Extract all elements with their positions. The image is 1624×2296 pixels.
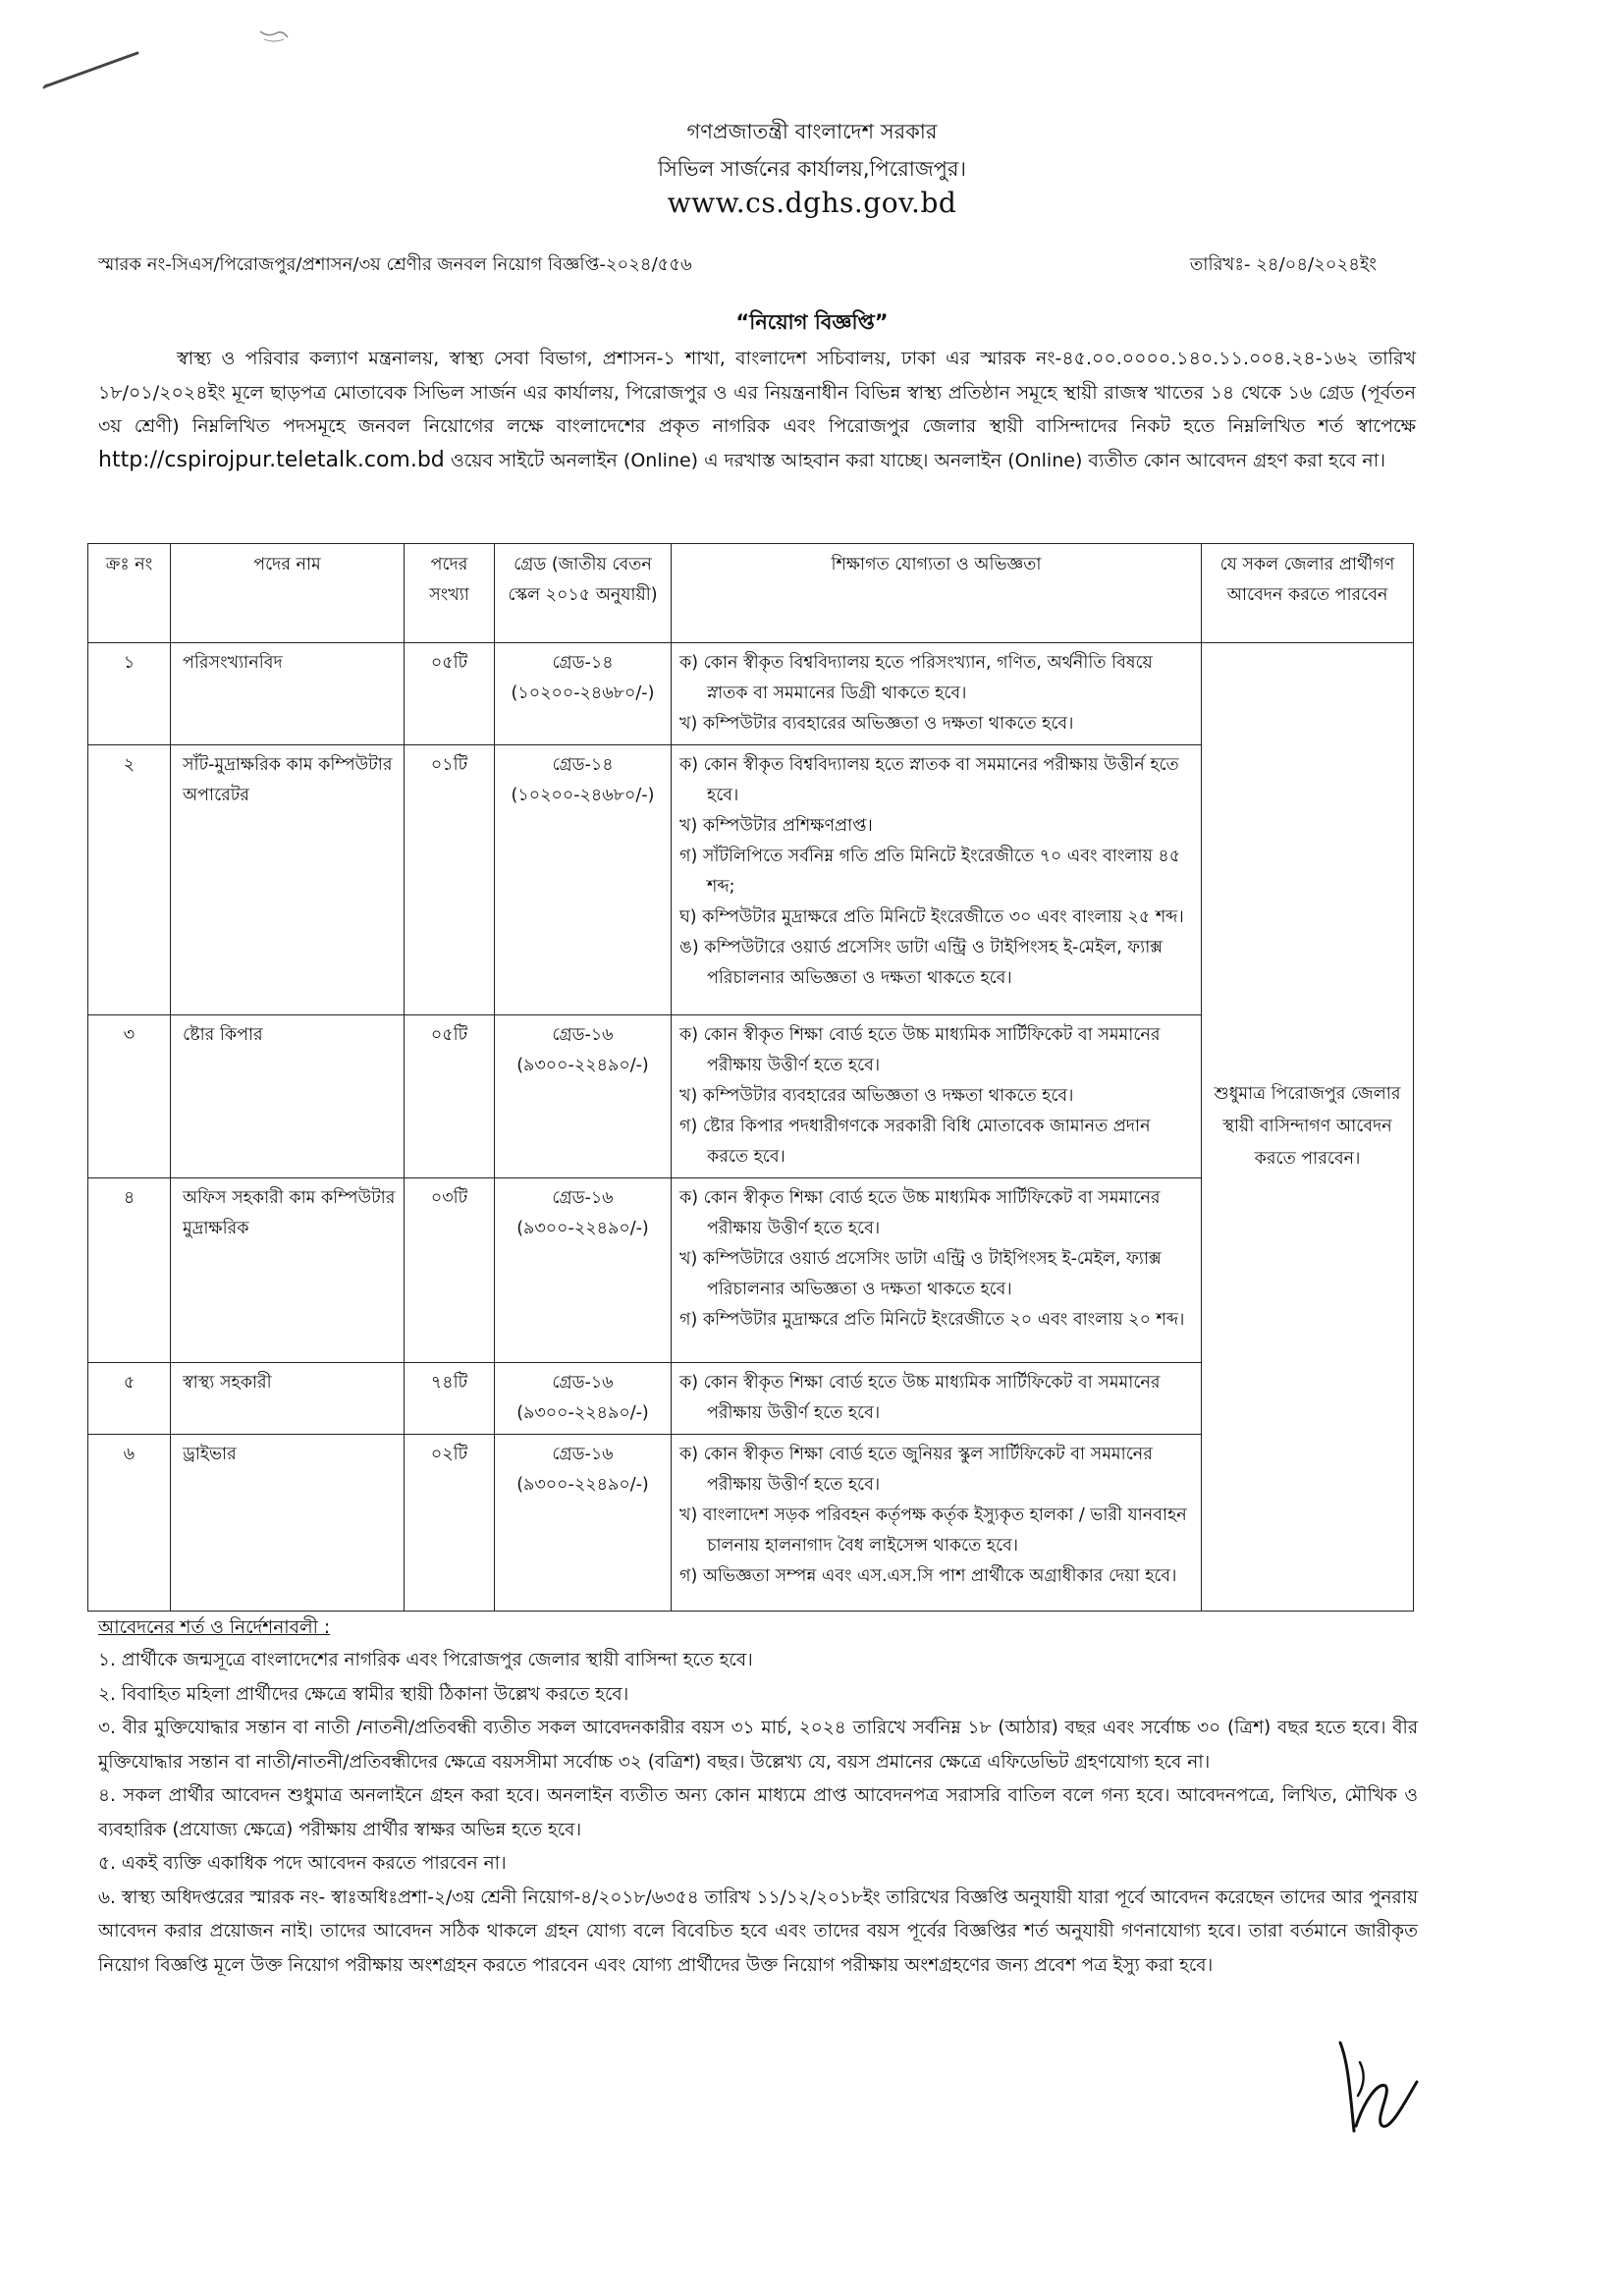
grade-label: গ্রেড-১৬	[552, 1188, 614, 1208]
qualification-item: ক) কোন স্বীকৃত শিক্ষা বোর্ড হতে উচ্চ মাধ্যমিক সার্টিফিকেট বা সমমানের পরীক্ষায় উত্তীর্ণ হতে হবে।	[679, 1373, 1161, 1423]
cell-grade	[495, 1435, 672, 1612]
qualification-item: ক) কোন স্বীকৃত শিক্ষা বোর্ড হতে উচ্চ মাধ্যমিক সার্টিফিকেট বা সমমানের পরীক্ষায় উত্তীর্ণ হতে হবে।	[679, 1188, 1161, 1238]
qualification-item: ক) কোন স্বীকৃত শিক্ষা বোর্ড হতে জুনিয়র স্কুল সার্টিফিকেট বা সমমানের পরীক্ষায় উত্তীর্ণ হতে হবে।	[679, 1445, 1153, 1495]
memo-date: তারিখঃ- ২৪/০৪/২০২৪ইং	[1189, 254, 1377, 275]
pay-scale: (৯৩০০-২২৪৯০/-)	[516, 1219, 649, 1238]
pay-scale: (১০২০০-২৪৬৮০/-)	[511, 683, 655, 703]
cell-qualification	[672, 1178, 1202, 1363]
header-grade: গ্রেড (জাতীয় বেতন স্কেল ২০১৫ অনুযায়ী)	[495, 544, 672, 643]
cell-count: ৭৪টি	[405, 1363, 495, 1435]
instruction-item: ৫. একই ব্যক্তি একাধিক পদে আবেদন করতে পারবেন না।	[98, 1853, 507, 1874]
instruction-item: ১. প্রার্থীকে জন্মসূত্রে বাংলাদেশের নাগরিক এবং পিরোজপুর জেলার স্থায়ী বাসিন্দা হতে হবে।	[98, 1650, 753, 1670]
header-serial: ক্রঃ নং	[88, 544, 171, 643]
memo-reference: স্মারক নং-সিএস/পিরোজপুর/প্রশাসন/৩য় শ্রেণীর জনবল নিয়োগ বিজ্ঞপ্তি-২০২৪/৫৫৬	[98, 254, 692, 275]
grade-label: গ্রেড-১৪	[552, 755, 614, 775]
qualification-item: গ) সাঁটলিপিতে সর্বনিম্ন গতি প্রতি মিনিটে ইংরেজীতে ৭০ এবং বাংলায় ৪৫ শব্দ;	[679, 847, 1181, 897]
cell-serial: ৬	[88, 1435, 171, 1612]
qualification-item: খ) বাংলাদেশ সড়ক পরিবহন কর্তৃপক্ষ কর্তৃক ইস্যুকৃত হালকা / ভারী যানবাহন চালনায় হালনাগাদ বৈধ লাইসেন্স থাকতে হবে।	[679, 1505, 1187, 1556]
header-qualification: শিক্ষাগত যোগ্যতা ও অভিজ্ঞতা	[672, 544, 1202, 643]
cell-post: পরিসংখ্যানবিদ	[171, 643, 405, 745]
table-header-row	[88, 544, 1414, 643]
qualification-item: খ) কম্পিউটার ব্যবহারের অভিজ্ঞতা ও দক্ষতা থাকতে হবে।	[679, 1086, 1074, 1106]
pay-scale: (৯৩০০-২২৪৯০/-)	[516, 1475, 649, 1495]
intro-text-part2: ওয়েব সাইটে অনলাইন (Online) এ দরখাস্ত আহবান করা যাচ্ছে। অনলাইন (Online) ব্যতীত কোন আবেদন গ্রহণ করা হবে না।	[450, 449, 1385, 471]
qualification-item: খ) কম্পিউটারে ওয়ার্ড প্রসেসিং ডাটা এন্ট্রি ও টাইপিংসহ ই-মেইল, ফ্যাক্স পরিচালনার অভিজ্ঞতা ও দক্ষতা থাকতে হবে।	[679, 1249, 1162, 1299]
handwritten-signature	[1321, 2023, 1438, 2151]
cell-post: অফিস সহকারী কাম কম্পিউটার মুদ্রাক্ষরিক	[171, 1178, 405, 1363]
cell-count: ০৫টি	[405, 643, 495, 745]
qualification-item: ক) কোন স্বীকৃত শিক্ষা বোর্ড হতে উচ্চ মাধ্যমিক সার্টিফিকেট বা সমমানের পরীক্ষায় উত্তীর্ণ হতে হবে।	[679, 1025, 1161, 1075]
government-name: গণপ্রজাতন্ত্রী বাংলাদেশ সরকার	[686, 120, 938, 143]
cell-grade	[495, 1363, 672, 1435]
cell-count: ০২টি	[405, 1435, 495, 1612]
cell-qualification	[672, 643, 1202, 745]
cell-grade	[495, 643, 672, 745]
qualification-item: ঘ) কম্পিউটার মুদ্রাক্ষরে প্রতি মিনিটে ইংরেজীতে ৩০ এবং বাংলায় ২৫ শব্দ।	[679, 907, 1184, 927]
cell-count: ০৩টি	[405, 1178, 495, 1363]
header-eligible: যে সকল জেলার প্রার্থীগণ আবেদন করতে পারবেন	[1202, 544, 1414, 643]
cell-serial: ৫	[88, 1363, 171, 1435]
instruction-item: ৩. বীর মুক্তিযোদ্ধার সন্তান বা নাতী /নাতনী/প্রতিবন্ধী ব্যতীত সকল আবেদনকারীর বয়স ৩১ মার্চ, ২০২৪ তারিখে সর্বনিম্ন ১৮ (আঠার) বছর এবং সর্বোচ্চ ৩০ (ত্রিশ) বছর হতে হবে। বীর মুক্তিযোদ্ধার সন্তান বা নাতী/নাতনী/প্রতিবন্ধীদের ক্ষেত্রে বয়সসীমা সর্বোচ্চ ৩২ (বত্রিশ) বছর। উল্লেখ্য যে, বয়স প্রমানের ক্ষেত্রে এফিডেভিট গ্রহণযোগ্য হবে না।	[98, 1718, 1418, 1773]
grade-label: গ্রেড-১৬	[552, 1445, 614, 1464]
application-url: http://cspirojpur.teletalk.com.bd	[98, 447, 445, 472]
instruction-item: ৪. সকল প্রার্থীর আবেদন শুধুমাত্র অনলাইনে গ্রহন করা হবে। অনলাইন ব্যতীত অন্য কোন মাধ্যমে প্রাপ্ত আবেদনপত্র সরাসরি বাতিল বলে গন্য হবে। আবেদনপত্রে, লিখিত, মৌখিক ও ব্যবহারিক (প্রযোজ্য ক্ষেত্রে) পরীক্ষায় প্রার্থীর স্বাক্ষর অভিন্ন হতে হবে।	[98, 1785, 1418, 1840]
cell-qualification	[672, 1435, 1202, 1612]
grade-label: গ্রেড-১৪	[552, 653, 614, 673]
cell-eligible-districts: শুধুমাত্র পিরোজপুর জেলার স্থায়ী বাসিন্দাগণ আবেদন করতে পারবেন।	[1202, 643, 1414, 1612]
cell-grade	[495, 1178, 672, 1363]
qualification-item: গ) কম্পিউটার মুদ্রাক্ষরে প্রতি মিনিটে ইংরেজীতে ২০ এবং বাংলায় ২০ শব্দ।	[679, 1310, 1185, 1330]
office-name: সিভিল সার্জনের কার্যালয়,পিরোজপুর।	[658, 157, 966, 181]
qualification-item: গ) অভিজ্ঞতা সম্পন্ন এবং এস.এস.সি পাশ প্রার্থীকে অগ্রাধীকার দেয়া হবে।	[679, 1566, 1177, 1586]
instruction-item: ২. বিবাহিত মহিলা প্রার্থীদের ক্ষেত্রে স্বামীর স্থায়ী ঠিকানা উল্লেখ করতে হবে।	[98, 1683, 629, 1705]
cell-serial: ৪	[88, 1178, 171, 1363]
ink-smudge-mark	[250, 22, 309, 51]
qualification-item: ঙ) কম্পিউটারে ওয়ার্ড প্রসেসিং ডাটা এন্ট্রি ও টাইপিংসহ ই-মেইল, ফ্যাক্স পরিচালনার অভিজ্ঞতা ও দক্ষতা থাকতে হবে।	[679, 938, 1164, 988]
cell-qualification	[672, 745, 1202, 1015]
qualification-item: ক) কোন স্বীকৃত বিশ্ববিদ্যালয় হতে পরিসংখ্যান, গণিত, অর্থনীতি বিষয়ে স্নাতক বা সমমানের ডিগ্রী থাকতে হবে।	[679, 653, 1153, 703]
cell-serial: ২	[88, 745, 171, 1015]
cell-count: ০১টি	[405, 745, 495, 1015]
qualification-item: খ) কম্পিউটার ব্যবহারের অভিজ্ঞতা ও দক্ষতা থাকতে হবে।	[679, 714, 1074, 734]
pay-scale: (৯৩০০-২২৪৯০/-)	[516, 1403, 649, 1423]
pen-stroke-mark	[39, 39, 147, 98]
office-website: www.cs.dghs.gov.bd	[667, 187, 957, 219]
posts-table	[87, 543, 1414, 1612]
qualification-item: গ) ষ্টোর কিপার পদধারীগণকে সরকারী বিধি মোতাবেক জামানত প্রদান করতে হবে।	[679, 1117, 1151, 1167]
cell-post: স্বাস্থ্য সহকারী	[171, 1363, 405, 1435]
pay-scale: (৯৩০০-২২৪৯০/-)	[516, 1056, 649, 1075]
pay-scale: (১০২০০-২৪৬৮০/-)	[511, 786, 655, 805]
grade-label: গ্রেড-১৬	[552, 1025, 614, 1045]
table-row	[88, 643, 1414, 745]
intro-text-part1: স্বাস্থ্য ও পরিবার কল্যাণ মন্ত্রনালয়, স্বাস্থ্য সেবা বিভাগ, প্রশাসন-১ শাখা, বাংলাদেশ সচিবালয়, ঢাকা এর স্মারক নং-৪৫.০০.০০০০.১৪০.১১.০০৪.২৪-১৬২ তারিখ ১৮/০১/২০২৪ইং মূলে ছাড়পত্র মোতাবেক সিভিল সার্জন এর কার্যালয়, পিরোজপুর ও এর নিয়ন্ত্রনাধীন বিভিন্ন স্বাস্থ্য প্রতিষ্ঠান সমূহে স্থায়ী রাজস্ব খাতের ১৪ থেকে ১৬ গ্রেড (পূর্বতন ৩য় শ্রেণী) নিম্নলিখিত পদসমূহে জনবল নিয়োগের লক্ষে বাংলাদেশের প্রকৃত নাগরিক এবং পিরোজপুর জেলার স্থায়ী বাসিন্দাদের নিকট হতে নিম্নলিখিত শর্ত স্বাপেক্ষে	[98, 348, 1416, 437]
cell-post: ড্রাইভার	[171, 1435, 405, 1612]
instructions-section	[98, 1613, 1418, 1983]
cell-grade	[495, 745, 672, 1015]
cell-post: ষ্টোর কিপার	[171, 1015, 405, 1178]
cell-grade	[495, 1015, 672, 1178]
cell-qualification	[672, 1363, 1202, 1435]
grade-label: গ্রেড-১৬	[552, 1373, 614, 1393]
instructions-heading: আবেদনের শর্ত ও নির্দেশনাবলী :	[98, 1617, 331, 1638]
cell-serial: ১	[88, 643, 171, 745]
header-post: পদের নাম	[171, 544, 405, 643]
instruction-item: ৬. স্বাস্থ্য অধিদপ্তরের স্মারক নং- স্বাঃঅধিঃপ্রশা-২/৩য় শ্রেনী নিয়োগ-৪/২০১৮/৬৩৫৪ তারিখ ১১/১২/২০১৮ইং তারিখের বিজ্ঞপ্তি অনুযায়ী যারা পূর্বে আবেদন করেছেন তাদের আর পুনরায় আবেদন করার প্রয়োজন নাই। তাদের আবেদন সঠিক থাকলে গ্রহন যোগ্য বলে বিবেচিত হবে এবং তাদের বয়স পূর্বের বিজ্ঞপ্তির শর্ত অনুযায়ী গণনাযোগ্য হবে। তারা বর্তমানে জারীকৃত নিয়োগ বিজ্ঞপ্তি মূলে উক্ত নিয়োগ পরীক্ষায় অংশগ্রহন করতে পারবেন এবং যোগ্য প্রার্থীদের উক্ত নিয়োগ পরীক্ষায় অংশগ্রহণের জন্য প্রবেশ পত্র ইস্যু করা হবে।	[98, 1886, 1418, 1976]
header-count: পদের সংখ্যা	[405, 544, 495, 643]
notice-title: “নিয়োগ বিজ্ঞপ্তি”	[735, 310, 889, 334]
cell-qualification	[672, 1015, 1202, 1178]
qualification-item: খ) কম্পিউটার প্রশিক্ষণপ্রাপ্ত।	[679, 816, 873, 836]
cell-post: সাঁট-মুদ্রাক্ষরিক কাম কম্পিউটার অপারেটর	[171, 745, 405, 1015]
cell-serial: ৩	[88, 1015, 171, 1178]
cell-count: ০৫টি	[405, 1015, 495, 1178]
intro-paragraph	[98, 342, 1416, 477]
qualification-item: ক) কোন স্বীকৃত বিশ্ববিদ্যালয় হতে স্নাতক বা সমমানের পরীক্ষায় উত্তীর্ন হতে হবে।	[679, 755, 1179, 805]
